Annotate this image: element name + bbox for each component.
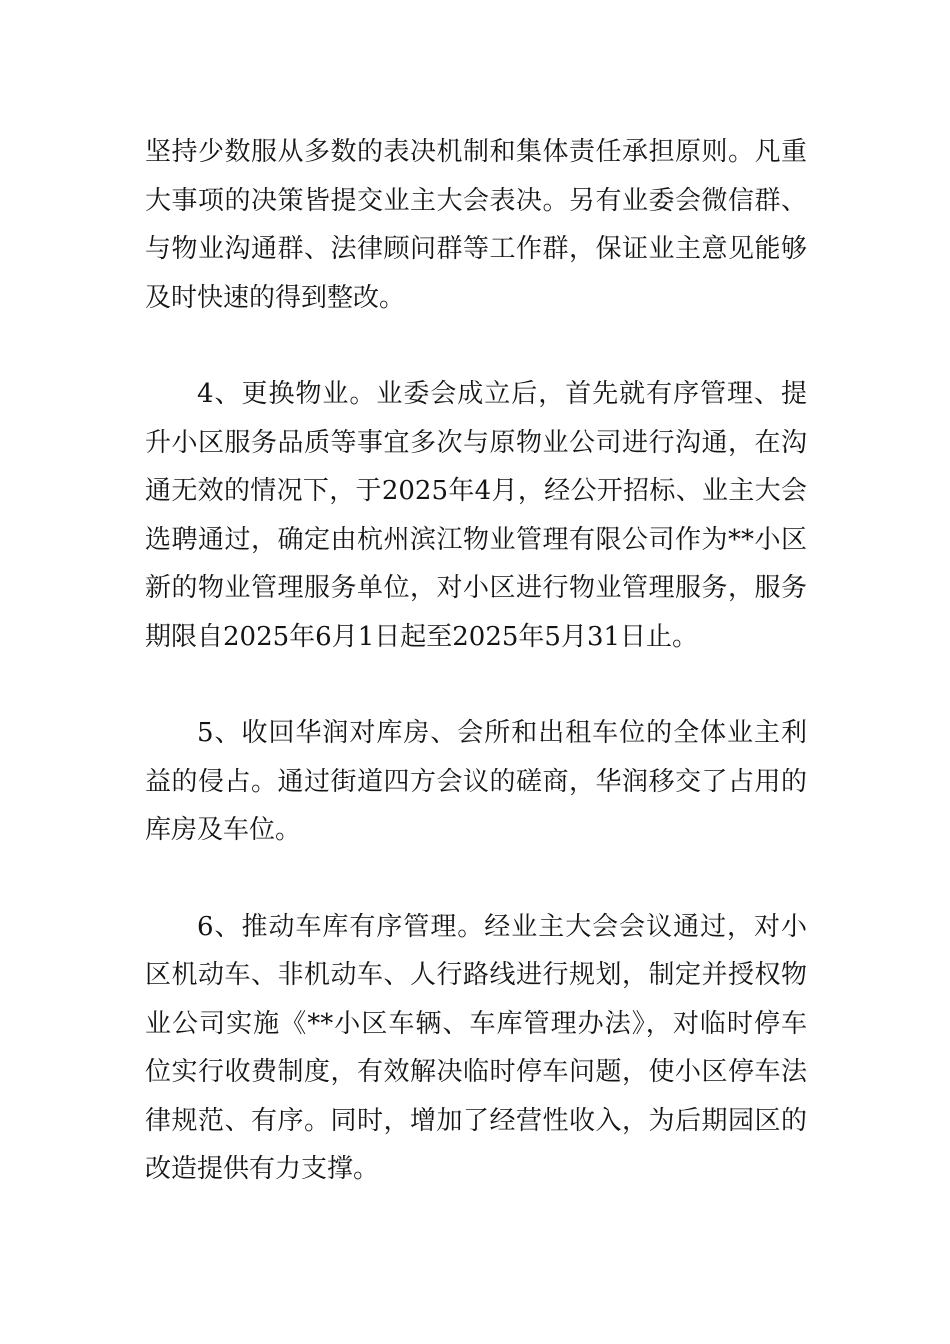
paragraph-item-6: 6、推动车库有序管理。经业主大会会议通过，对小区机动车、非机动车、人行路线进行规划，制定并授权物业公司实施《**小区车辆、车库管理办法》，对临时停车位实行收费制度，有效解决临时停车问题，使小区停车法律规范、有序。同时，增加了经营性收入，为后期园区的改造提供有力支撑。	[145, 911, 807, 1184]
paragraph-item-5: 5、收回华润对库房、会所和出租车位的全体业主利益的侵占。通过街道四方会议的磋商，华润移交了占用的库房及车位。	[145, 718, 807, 845]
paragraph-continued: 坚持少数服从多数的表决机制和集体责任承担原则。凡重大事项的决策皆提交业主大会表决。另有业委会微信群、与物业沟通群、法律顾问群等工作群，保证业主意见能够及时快速的得到整改。	[145, 137, 807, 313]
paragraph-item-4: 4、更换物业。业委会成立后，首先就有序管理、提升小区服务品质等事宜多次与原物业公司进行沟通，在沟通无效的情况下，于2025年4月，经公开招标、业主大会选聘通过，确定由杭州滨江物业管理有限公司作为**小区新的物业管理服务单位，对小区进行物业管理服务，服务期限自2025年6月1日起至2025年5月31日止。	[145, 379, 807, 652]
document-body	[145, 128, 807, 1194]
paragraph-spacer	[145, 855, 807, 903]
paragraph-spacer	[145, 322, 807, 370]
paragraph-spacer	[145, 661, 807, 709]
